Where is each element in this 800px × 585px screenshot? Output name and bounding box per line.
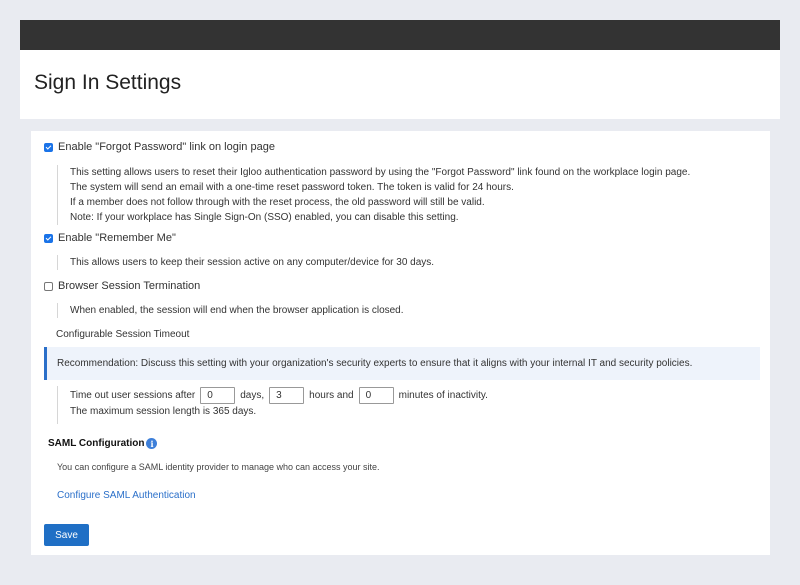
recommendation-text: Recommendation: Discuss this setting with your organization's security experts to ensure that it aligns with your internal IT and security policies. [57,358,693,369]
save-button[interactable]: Save [44,524,89,546]
page-header [20,50,780,119]
forgot-password-description [57,165,690,225]
forgot-password-option[interactable] [44,141,275,153]
forgot-password-desc-line: This setting allows users to reset their Igloo authentication password by using the "Forgot Password" link found on the workplace login page. [70,167,691,178]
timeout-days-input[interactable] [200,387,235,404]
remember-me-option[interactable] [44,232,176,244]
timeout-max-text: The maximum session length is 365 days. [70,406,257,417]
forgot-password-desc-line: Note: If your workplace has Single Sign-On (SSO) enabled, you can disable this setting. [70,212,459,223]
forgot-password-desc-line: If a member does not follow through with the reset process, the old password will still be valid. [70,197,485,208]
remember-me-desc-line: This allows users to keep their session active on any computer/device for 30 days. [70,257,435,268]
timeout-minutes-input[interactable] [359,387,394,404]
settings-panel [31,131,770,555]
timeout-prefix: Time out user sessions after [70,389,196,401]
configure-saml-link[interactable]: Configure SAML Authentication [57,490,196,501]
browser-termination-option[interactable] [44,280,200,292]
page-title: Sign In Settings [34,71,182,94]
timeout-hours-label: hours and [309,389,354,401]
saml-description: You can configure a SAML identity provider to manage who can access your site. [57,462,380,472]
browser-termination-label: Browser Session Termination [58,280,201,292]
top-bar [20,20,780,50]
session-timeout-controls [57,386,488,424]
remember-me-description [57,255,434,270]
browser-termination-description [57,303,404,318]
remember-me-label: Enable "Remember Me" [58,232,176,244]
browser-termination-desc-line: When enabled, the session will end when the browser application is closed. [70,305,404,316]
forgot-password-desc-line: The system will send an email with a one-time reset password token. The token is valid for 24 hours. [70,182,514,193]
info-icon[interactable]: i [146,438,157,449]
forgot-password-checkbox[interactable] [44,143,53,152]
timeout-hours-input[interactable] [269,387,304,404]
saml-section-title [48,438,157,449]
saml-title-text: SAML Configuration [48,438,145,449]
timeout-days-label: days, [240,389,265,401]
remember-me-checkbox[interactable] [44,234,53,243]
forgot-password-label: Enable "Forgot Password" link on login page [58,141,275,153]
browser-termination-checkbox[interactable] [44,282,53,291]
timeout-minutes-label: minutes of inactivity. [398,389,488,401]
recommendation-callout [44,347,760,380]
session-timeout-label: Configurable Session Timeout [56,329,190,340]
